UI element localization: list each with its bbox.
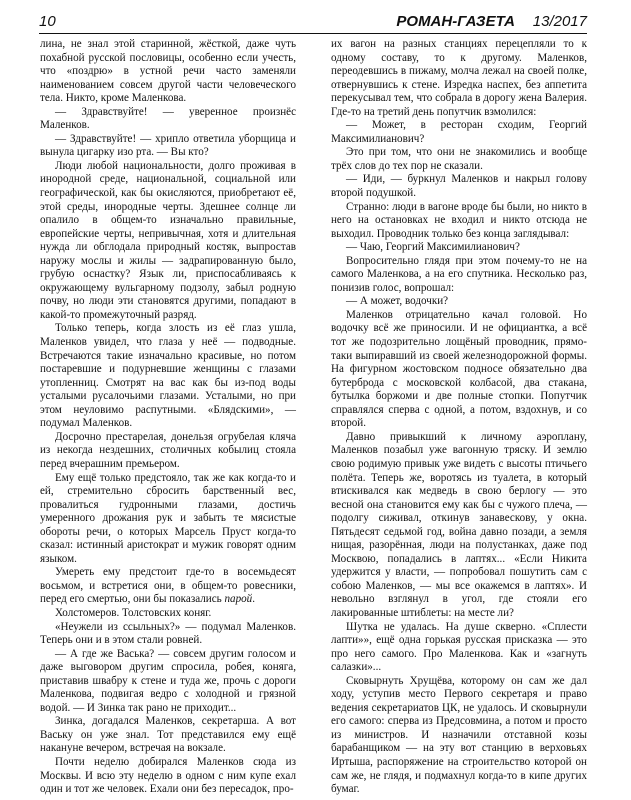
paragraph: — Чаю, Георгий Максимилианович? [346, 241, 520, 254]
paragraph: Досрочно престарелая, донельзя огрубелая кляча из некогда нездешних, столичных кобылиц стояла перед вчерашним премьером. [40, 430, 296, 470]
paragraph [40, 566, 296, 607]
paragraph: Сковырнуть Хрущёва, которому он сам же дал ходу, уступив место Первого секретаря и право ведения секретариатов ЦК, не удалось. И сковырнули его самого: сперва из Предсовмина, а потом и просто из министров. И назначили отставной козы барабанщиком — на эту вот станцию в верховьях Иртыша, распоряжение на строительство которой он сам же, не глядя, и подмахнул когда-то в кипе других бумаг. [331, 674, 587, 796]
left-column [40, 38, 296, 797]
paragraph: Только теперь, когда злость из её глаз ушла, Маленков увидел, что глаза у неё — подводные. Встречаются такие изначально красивые, но потом постаревшие и подурневшие женщины с глазами утопленниц. Смотрят на вас как бы из-под воды усталыми русалочьими глазами. Усталыми, но при этом неуловимо распутными. «Блядскими», — подумал Маленков. [40, 322, 296, 430]
page-header [39, 13, 587, 34]
paragraph: — А может, водочки? [346, 295, 449, 308]
paragraph: Маленков отрицательно качал головой. Но водочку всё же приносили. И не официантка, а всё тот же подозрительно лощёный проводник, прямо-таки выпиравший из своей железнодорожной формы. На фигурном жостовском подносе обязательно два бутерброда с московской колбасой, два стакана, бутылка боржоми и две полные стопки. Попутчик справлялся сперва с одной, а потом, вздохнув, и со второй. [331, 308, 587, 430]
paragraph: Зинка, догадался Маленков, секретарша. А вот Ваську он уже знал. Тот представился ему ещё накануне вечером, встречая на вокзале. [40, 715, 296, 755]
paragraph: Холстомеров. Толстовских коняг. [55, 606, 212, 619]
paragraph: — Здравствуйте! — уверенное произнёс Маленков. [40, 105, 296, 132]
paragraph: «Неужели из ссыльных?» — подумал Маленков. Теперь они и в этом стали ровней. [40, 620, 296, 647]
paragraph: Вопросительно глядя при этом почему-то не на самого Маленкова, а на его спутника. Несколько раз, понизив голос, вопрошал: [331, 254, 587, 294]
paragraph: Ему ещё только предстояло, так же как когда-то и ей, стремительно сбросить барственный вес, провалиться гудронными глазами, достичь умеренного дрожания рук и забыть те мясистые обороты речи, о которых Марсель Пруст когда-то сказал: истинный аристократ и мужик говорят одним языком. [40, 471, 296, 565]
page-number: 10 [39, 13, 56, 30]
paragraph: — Иди, — буркнул Маленков и накрыл голову второй подушкой. [331, 173, 587, 200]
paragraph: их вагон на разных станциях перецепляли то к одному составу, то к другому. Маленков, переодевшись в пижаму, молча лежал на своей полке, отвернувшись к стене. Изредка наспех, без аппетита перекусывал тем, что собрала в дорогу жена Валерия. Где-то на третий день попутчик взмолился: [331, 38, 587, 118]
issue-number: 13/2017 [532, 13, 587, 30]
paragraph: — А где же Васька? — совсем другим голосом и даже выговором другим спросила, робея, коняга, приставив швабру к стене и туда же, прочь с дороги Маленкова, подвигая ведро с холодной и грязной водой. — И Зинка так рано не приходит... [40, 647, 296, 714]
paragraph: Странно: люди в вагоне вроде бы были, но никто в него на остановках не входил и никто отсюда не выходил. Проводник только без конца заглядывал: [331, 200, 587, 240]
paragraph: Шутка не удалась. На душе скверно. «Сплести лапти»», ещё одна горькая русская присказка — это про него самого. Про Маленкова. Как и «загнуть салазки»... [331, 620, 587, 674]
paragraph: лина, не знал этой старинной, жёсткой, даже чуть похабной русской пословицы, особенно если учесть, что «поздрю» в устной речи часто заменяли наименованием совсем другой части человеческого тела. Никто, кроме Маленкова. [40, 38, 296, 105]
paragraph-text: . [252, 593, 255, 606]
right-column [331, 38, 587, 797]
paragraph-text: Умереть ему предстоит где-то в восемьдесят восьмом, и встретися они, в общем-то ровесники, перед его смертью, они бы показались [40, 566, 296, 606]
paragraph: Люди любой национальности, долго проживая в инородной среде, национальной, социальной или географической, как бы окисляются, приобретают её, этой среды, инородные черты. Здешнее солнце ли опалило в общем-то изначально правильные, европейские черты, непривычная, хотя и длительная нужда ли обглодала природный костяк, выпростав наружу мослы и жилы — задрапированную было, грубую оснастку? Язык ли, приспосабливаясь к окружающему вульгарному подзолу, забыл родную почву, но люди эти становятся другими, попадают в какой-то промежуточный разряд. [40, 159, 296, 321]
paragraph: Давно привыкший к личному аэроплану, Маленков позабыл уже вагонную тряску. И землю свою родимую привык уже видеть с высоты птичьего полёта. Теперь же, воротясь из туалета, в который втискивался как медведь в свою берлогу — это весной она становится ему как бы с чужого плеча, — подолгу сиживал, откинув занавескову, у окна. Пятьдесят седьмой год, война давно позади, а земля нищая, разорённая, люди на полустанках, даже под Москвою, попадались в лаптях... «Если Никита удержится у власти, — попробовал пошутить сам с собою Маленков, — мы все окажемся в лаптях». И невольно взглянул в угол, где стояли его лакированные штиблеты: на месте ли? [331, 430, 587, 619]
journal-title: РОМАН-ГАЗЕТА [396, 13, 515, 30]
paragraph: Почти неделю добирался Маленков сюда из Москвы. И всю эту неделю в одном с ним купе ехал один и тот же человек. Ехали они без пересадок, про- [40, 755, 296, 796]
paragraph: — Здравствуйте! — хрипло ответила уборщица и вынула цигарку изо рта. — Вы кто? [40, 132, 296, 159]
paragraph: — Может, в ресторан сходим, Георгий Максимилианович? [331, 119, 587, 145]
italic-word: парой [224, 593, 253, 606]
paragraph: Это при том, что они не знакомились и вообще трёх слов до тех пор не сказали. [331, 146, 587, 172]
